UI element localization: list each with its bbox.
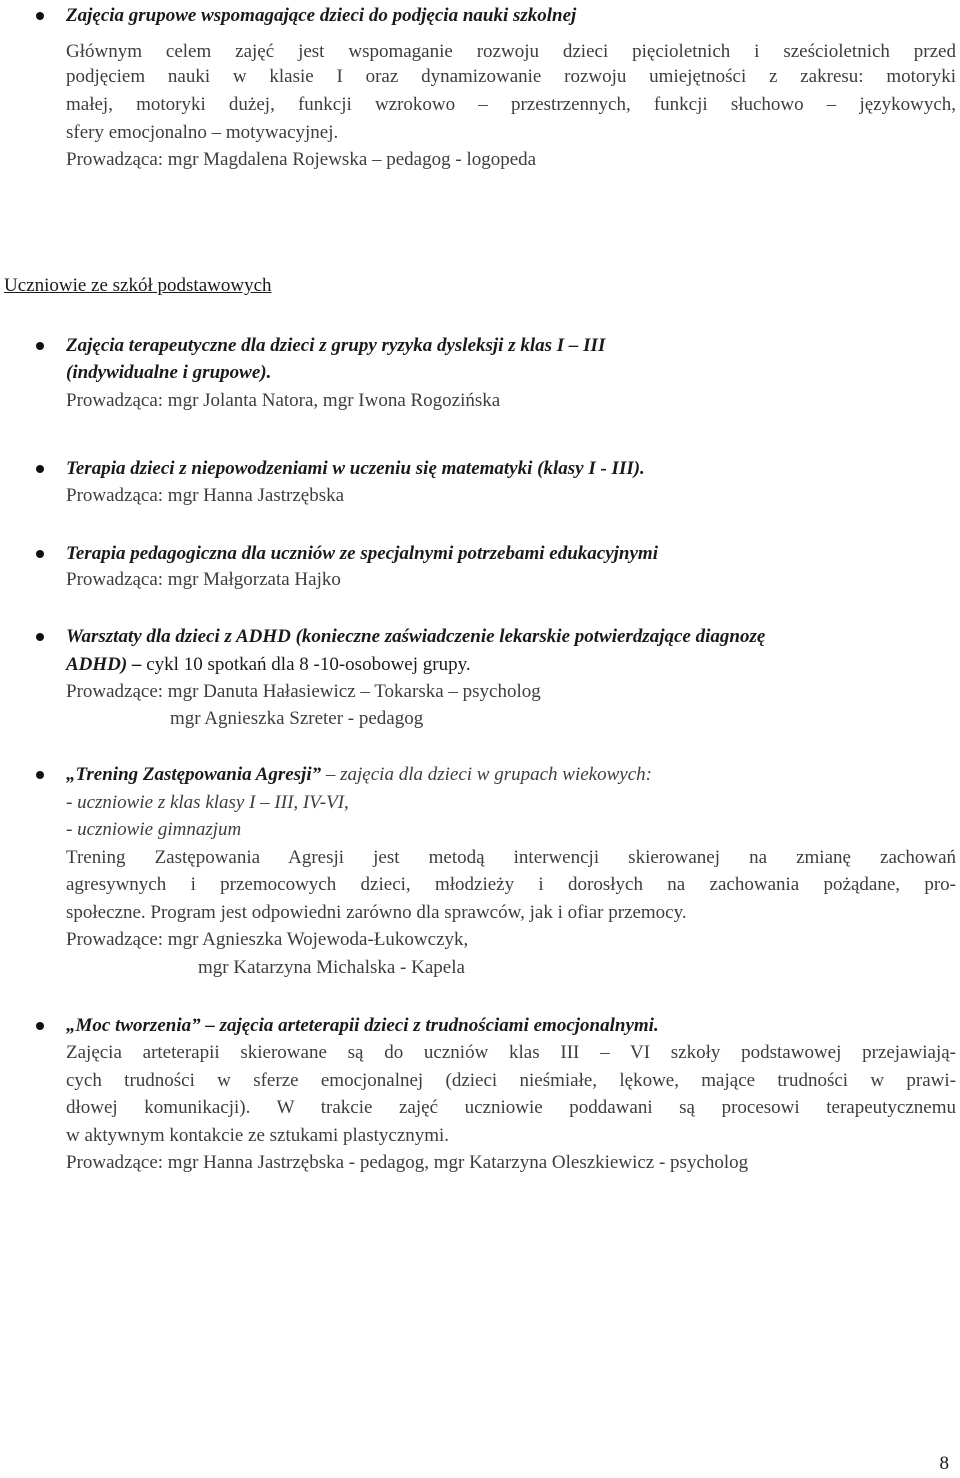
body-line: sfery emocjonalno – motywacyjnej. xyxy=(66,122,339,143)
instructor-line: Prowadzące: mgr Hanna Jastrzębska - pedagog, mgr Katarzyna Oleszkiewicz - psycholog xyxy=(66,1152,749,1173)
section-title: „Moc tworzenia” – zajęcia arteterapii dzieci z trudnościami emocjonalnymi. xyxy=(66,1015,659,1036)
bullet-icon xyxy=(36,12,44,20)
instructor-line: Prowadząca: mgr Magdalena Rojewska – pedagog - logopeda xyxy=(66,149,537,170)
body-line: Głównym celem zajęć jest wspomaganie rozwoju dzieci pięcioletnich i sześcioletnich przed xyxy=(66,41,956,62)
instructor-line: mgr Katarzyna Michalska - Kapela xyxy=(198,957,465,978)
body-line: w aktywnym kontakcie ze sztukami plastycznymi. xyxy=(66,1125,450,1146)
instructor-line: Prowadzące: mgr Agnieszka Wojewoda-Łukowczyk, xyxy=(66,929,469,950)
instructor-line: Prowadząca: mgr Jolanta Natora, mgr Iwona Rogozińska xyxy=(66,390,501,411)
section-title: Zajęcia grupowe wspomagające dzieci do podjęcia nauki szkolnej xyxy=(66,5,577,26)
body-line: dłowej komunikacji). W trakcie zajęć uczniowie poddawani są procesowi terapeutycznemu xyxy=(66,1097,956,1118)
instructor-line: mgr Agnieszka Szreter - pedagog xyxy=(170,708,424,729)
bullet-icon xyxy=(36,342,44,350)
body-line: agresywnych i przemocowych dzieci, młodzieży i dorosłych na zachowania pożądane, pro- xyxy=(66,874,956,895)
section-title-rest: cykl 10 spotkań dla 8 -10-osobowej grupy. xyxy=(141,654,471,675)
bullet-icon xyxy=(36,550,44,558)
section-title-rest: – zajęcia dla dzieci w grupach wiekowych: xyxy=(321,764,652,785)
section-title xyxy=(66,653,471,677)
list-item: - uczniowie gimnazjum xyxy=(66,819,242,840)
bullet-icon xyxy=(36,1022,44,1030)
body-line: małej, motoryki dużej, funkcji wzrokowo – przestrzennych, funkcji słuchowo – językowych, xyxy=(66,94,956,115)
instructor-line: Prowadzące: mgr Danuta Hałasiewicz – Tokarska – psycholog xyxy=(66,681,541,702)
section-title: Warsztaty dla dzieci z ADHD (konieczne zaświadczenie lekarskie potwierdzające diagnozę xyxy=(66,626,766,647)
bullet-icon xyxy=(36,771,44,779)
section-title xyxy=(66,763,652,787)
body-line: cych trudności w sferze emocjonalnej (dzieci nieśmiałe, lękowe, mające trudności w prawi- xyxy=(66,1070,956,1091)
section-title: Terapia pedagogiczna dla uczniów ze specjalnymi potrzebami edukacyjnymi xyxy=(66,543,658,564)
body-line: podjęciem nauki w klasie I oraz dynamizowanie rozwoju umiejętności z zakresu: motoryki xyxy=(66,66,956,87)
section-title: Terapia dzieci z niepowodzeniami w uczeniu się matematyki (klasy I - III). xyxy=(66,458,645,479)
instructor-line: Prowadząca: mgr Małgorzata Hajko xyxy=(66,569,341,590)
section-title-bold: „Trening Zastępowania Agresji” xyxy=(66,764,322,785)
instructor-line: Prowadząca: mgr Hanna Jastrzębska xyxy=(66,485,345,506)
bullet-icon xyxy=(36,465,44,473)
section-title: Zajęcia terapeutyczne dla dzieci z grupy ryzyka dysleksji z klas I – III xyxy=(66,335,606,356)
list-item: - uczniowie z klas klasy I – III, IV-VI, xyxy=(66,792,349,813)
page-number: 8 xyxy=(939,1453,949,1474)
bullet-icon xyxy=(36,633,44,641)
section-title-bold: ADHD) – xyxy=(66,654,142,675)
body-line: społeczne. Program jest odpowiedni zarówno dla sprawców, jak i ofiar przemocy. xyxy=(66,902,687,923)
body-line: Trening Zastępowania Agresji jest metodą interwencji skierowanej na zmianę zachowań xyxy=(66,847,956,868)
section-title: (indywidualne i grupowe). xyxy=(66,362,272,383)
section-heading: Uczniowie ze szkół podstawowych xyxy=(4,275,272,296)
body-line: Zajęcia arteterapii skierowane są do uczniów klas III – VI szkoły podstawowej przejawiają- xyxy=(66,1042,956,1063)
